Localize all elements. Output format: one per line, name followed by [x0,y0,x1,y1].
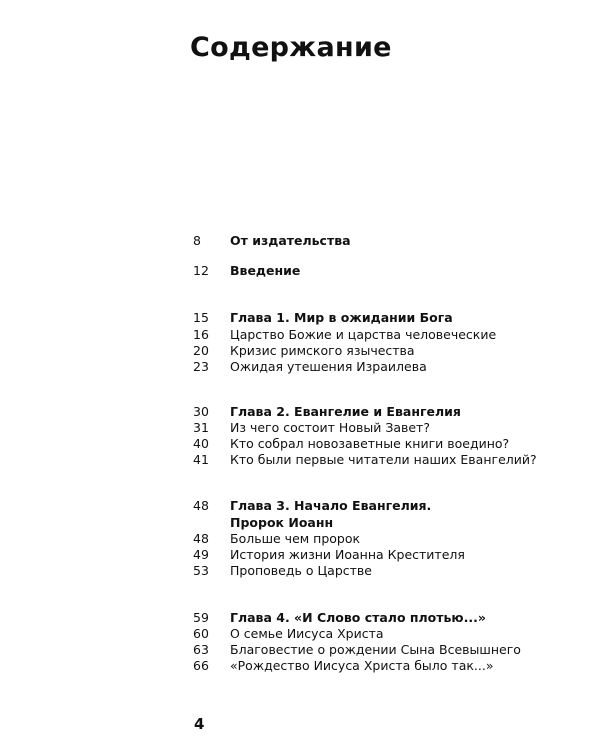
toc-page-number: 12 [193,263,209,278]
toc-entry-title: Из чего состоит Новый Завет? [230,420,430,435]
toc-entry-title: Глава 3. Начало Евангелия. [230,498,432,513]
toc-page-number: 16 [193,327,209,342]
toc-page-number: 60 [193,626,209,641]
toc-page-number: 48 [193,531,209,546]
toc-entry [0,358,600,376]
toc-entry [0,451,600,469]
toc-entry-title: Благовестие о рождении Сына Всевышнего [230,642,521,657]
toc-entry-title: Проповедь о Царстве [230,563,372,578]
toc-entry-title: Глава 1. Мир в ожидании Бога [230,310,453,325]
toc-page-number: 63 [193,642,209,657]
toc-entry-title: Кто собрал новозаветные книги воедино? [230,436,510,451]
page-title: Содержание [190,32,392,63]
toc-page-number: 31 [193,420,209,435]
toc-page-number: 30 [193,404,209,419]
toc-entry-title: Царство Божие и царства человеческие [230,327,497,342]
toc-page-number: 8 [193,233,201,248]
toc-entry-title: Кризис римского язычества [230,343,415,358]
toc-entry [0,309,600,327]
toc-page-number: 20 [193,343,209,358]
toc-entry [0,497,600,515]
toc-entry-title: Пророк Иоанн [230,515,334,530]
toc-entry-title: Ожидая утешения Израилева [230,359,427,374]
toc-entry-title: История жизни Иоанна Крестителя [230,547,465,562]
toc-entry-title: От издательства [230,233,351,248]
toc-page-number: 48 [193,498,209,513]
toc-page-number: 59 [193,610,209,625]
toc-page-number: 40 [193,436,209,451]
toc-page-number: 49 [193,547,209,562]
toc-entry [0,657,600,675]
toc-page-number: 66 [193,658,209,673]
toc-entry-title: «Рождество Иисуса Христа было так...» [230,658,494,673]
toc-page-number: 23 [193,359,209,374]
toc-entry-title: Глава 4. «И Слово стало плотью...» [230,610,486,625]
toc-entry [0,262,600,280]
toc-entry-title: Кто были первые читатели наших Евангелий? [230,452,537,467]
toc-page-number: 15 [193,310,209,325]
toc-page-number: 53 [193,563,209,578]
toc-entry [0,232,600,250]
toc-entry [0,562,600,580]
toc-entry-title: О семье Иисуса Христа [230,626,384,641]
page-number: 4 [194,715,205,733]
toc-entry-title: Введение [230,263,301,278]
toc-entry-title: Больше чем пророк [230,531,361,546]
toc-entry-title: Глава 2. Евангелие и Евангелия [230,404,461,419]
toc-page-number: 41 [193,452,209,467]
